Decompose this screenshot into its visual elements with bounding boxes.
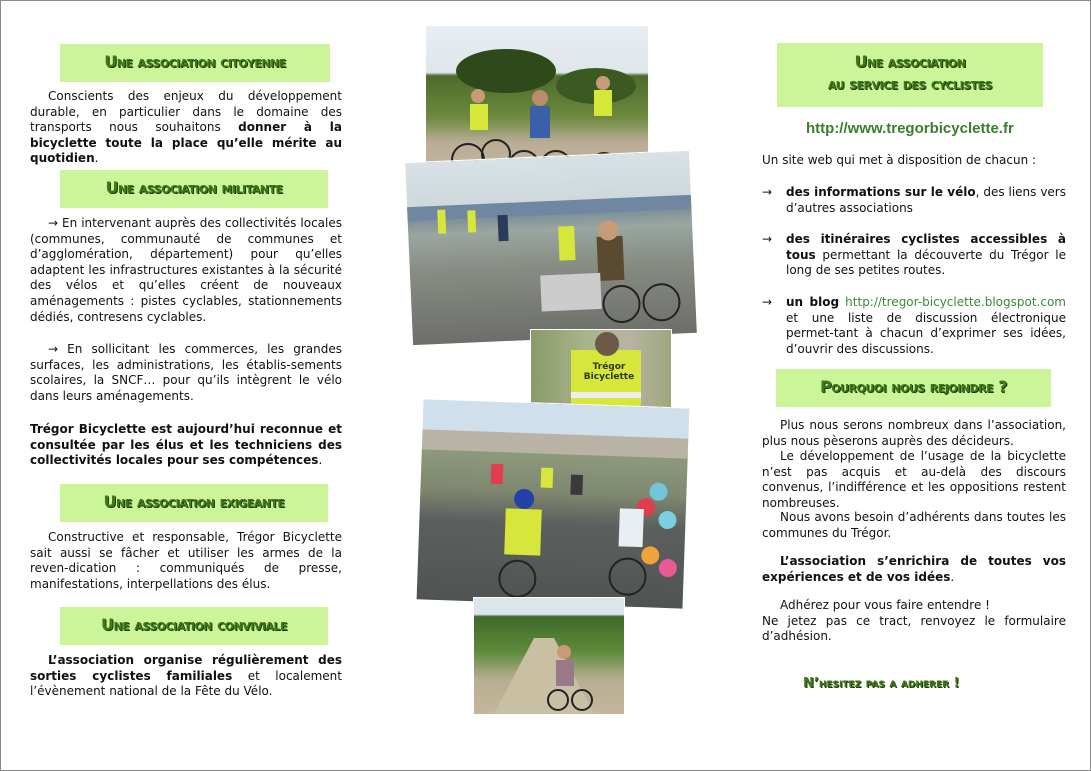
bullet-text: permettant la découverte du Trégor le long de ses petites routes. (786, 247, 1066, 278)
paragraph-end: . (318, 453, 323, 468)
paragraph-text: Adhérez pour vous faire entendre ! (780, 598, 990, 612)
paragraph-conviviale (30, 653, 342, 700)
title-line-1: Une association (854, 52, 966, 71)
photo-group-ride-sea (405, 151, 697, 345)
paragraph-end: . (94, 151, 99, 166)
paragraph-bold: L’association organise régulièrement des sorties cyclistes familiales (30, 653, 342, 683)
intro-text: Un site web qui met à disposition de chacun : (762, 153, 1037, 167)
section-title-service (777, 43, 1043, 107)
paragraph-pourquoi-1 (762, 418, 1066, 512)
bullet-text: , des liens vers d’autres associations (786, 185, 1066, 215)
paragraph-text: Le développement de l’usage de la bicyclette n’est pas acquis et au-delà des discours convenus, l’indifférence et les oppositions restent nombreuses. (762, 449, 1066, 510)
vest-text: Trégor Bicyclette (583, 362, 635, 382)
paragraph-bold: donner à la bicyclette toute la place qu’elle mérite au quotidien (30, 120, 343, 166)
title-line-2: au service des cyclistes (827, 74, 993, 93)
bullet-text: et une liste de discussion électronique permet-tant à chacun d’exprimer ses idées, d’ouvrir des discussions. (786, 310, 1066, 356)
section-title-exigeante: Une association exigeante (60, 484, 328, 522)
section-title-pourquoi: Pourquoi nous rejoindre ? (776, 369, 1051, 407)
paragraph-text: Conscients des enjeux du développement durable, en particulier dans le domaine des transports nous souhaitons (30, 89, 342, 135)
section-title-militante: Une association militante (60, 170, 328, 208)
paragraph-militante-3 (30, 422, 342, 469)
blog-link[interactable]: http://tregor-bicyclette.blogspot.com (845, 295, 1066, 309)
paragraph-text: Constructive et responsable, Trégor Bicyclette sait aussi se fâcher et utiliser les armes de la reven-dication : communiqués de presse, manifestations, interpellations des élus. (30, 530, 342, 591)
paragraph-citoyenne (30, 89, 342, 167)
paragraph-pourquoi-4 (762, 598, 1066, 645)
bullet-bold: des informations sur le vélo (786, 185, 976, 199)
website-url[interactable]: http://www.tregorbicyclette.fr (806, 120, 1014, 137)
paragraph-bold: Trégor Bicyclette est aujourd’hui reconnue et consultée par les élus et les techniciens des collectivités locales pour ses compétences (30, 422, 342, 468)
photo-country-lane (474, 598, 624, 714)
section-title-conviviale: Une association conviviale (60, 607, 328, 645)
paragraph-militante-1 (30, 216, 342, 325)
paragraph-text: → En intervenant auprès des collectivités locales (communes, communauté de communes et d’agglomération, département) pour qu’elles adaptent les infrastructures existantes à la sécurité des vélos et qu’elles créent de nouveaux aménagements : pistes cyclables, stationnements dédiés, contresens cyclables. (30, 216, 342, 324)
arrow-icon: → (762, 185, 773, 199)
paragraph-text: Plus nous serons nombreux dans l’association, plus nous pèserons auprès des décideurs. (762, 418, 1066, 448)
bullet-bold: un blog (786, 295, 840, 309)
paragraph-text: → En sollicitant les commerces, les grandes surfaces, les administrations, les établis-sements scolaires, la SNCF… pour qu’ils intègrent le vélo dans leurs aménagements. (30, 342, 342, 403)
paragraph-pourquoi-3 (762, 554, 1066, 585)
section-title-citoyenne: Une association citoyenne (60, 44, 330, 82)
photo-children-balloons (417, 399, 690, 608)
arrow-icon: → (762, 232, 773, 246)
paragraph-pourquoi-2 (762, 510, 1066, 541)
paragraph-text: Nous avons besoin d’adhérents dans toutes les communes du Trégor. (762, 510, 1066, 540)
bullet-informations (762, 185, 1067, 217)
paragraph-text: Ne jetez pas ce tract, renvoyez le formulaire d’adhésion. (762, 613, 1066, 644)
bullet-bold: des itinéraires cyclistes accessibles à tous (786, 232, 1066, 262)
footer-call-to-action: N’hesitez pas a adherer ! (803, 676, 960, 691)
arrow-icon: → (762, 295, 773, 309)
bullet-itineraires (762, 232, 1067, 280)
paragraph-bold: L’association s’enrichira de toutes vos expériences et de vos idées (762, 554, 1066, 584)
paragraph-text: et localement l’évènement national de la Fête du Vélo. (30, 668, 342, 699)
paragraph-militante-2 (30, 342, 342, 404)
paragraph-end: . (950, 569, 955, 584)
bullet-blog (762, 295, 1067, 359)
paragraph-exigeante (30, 530, 342, 592)
